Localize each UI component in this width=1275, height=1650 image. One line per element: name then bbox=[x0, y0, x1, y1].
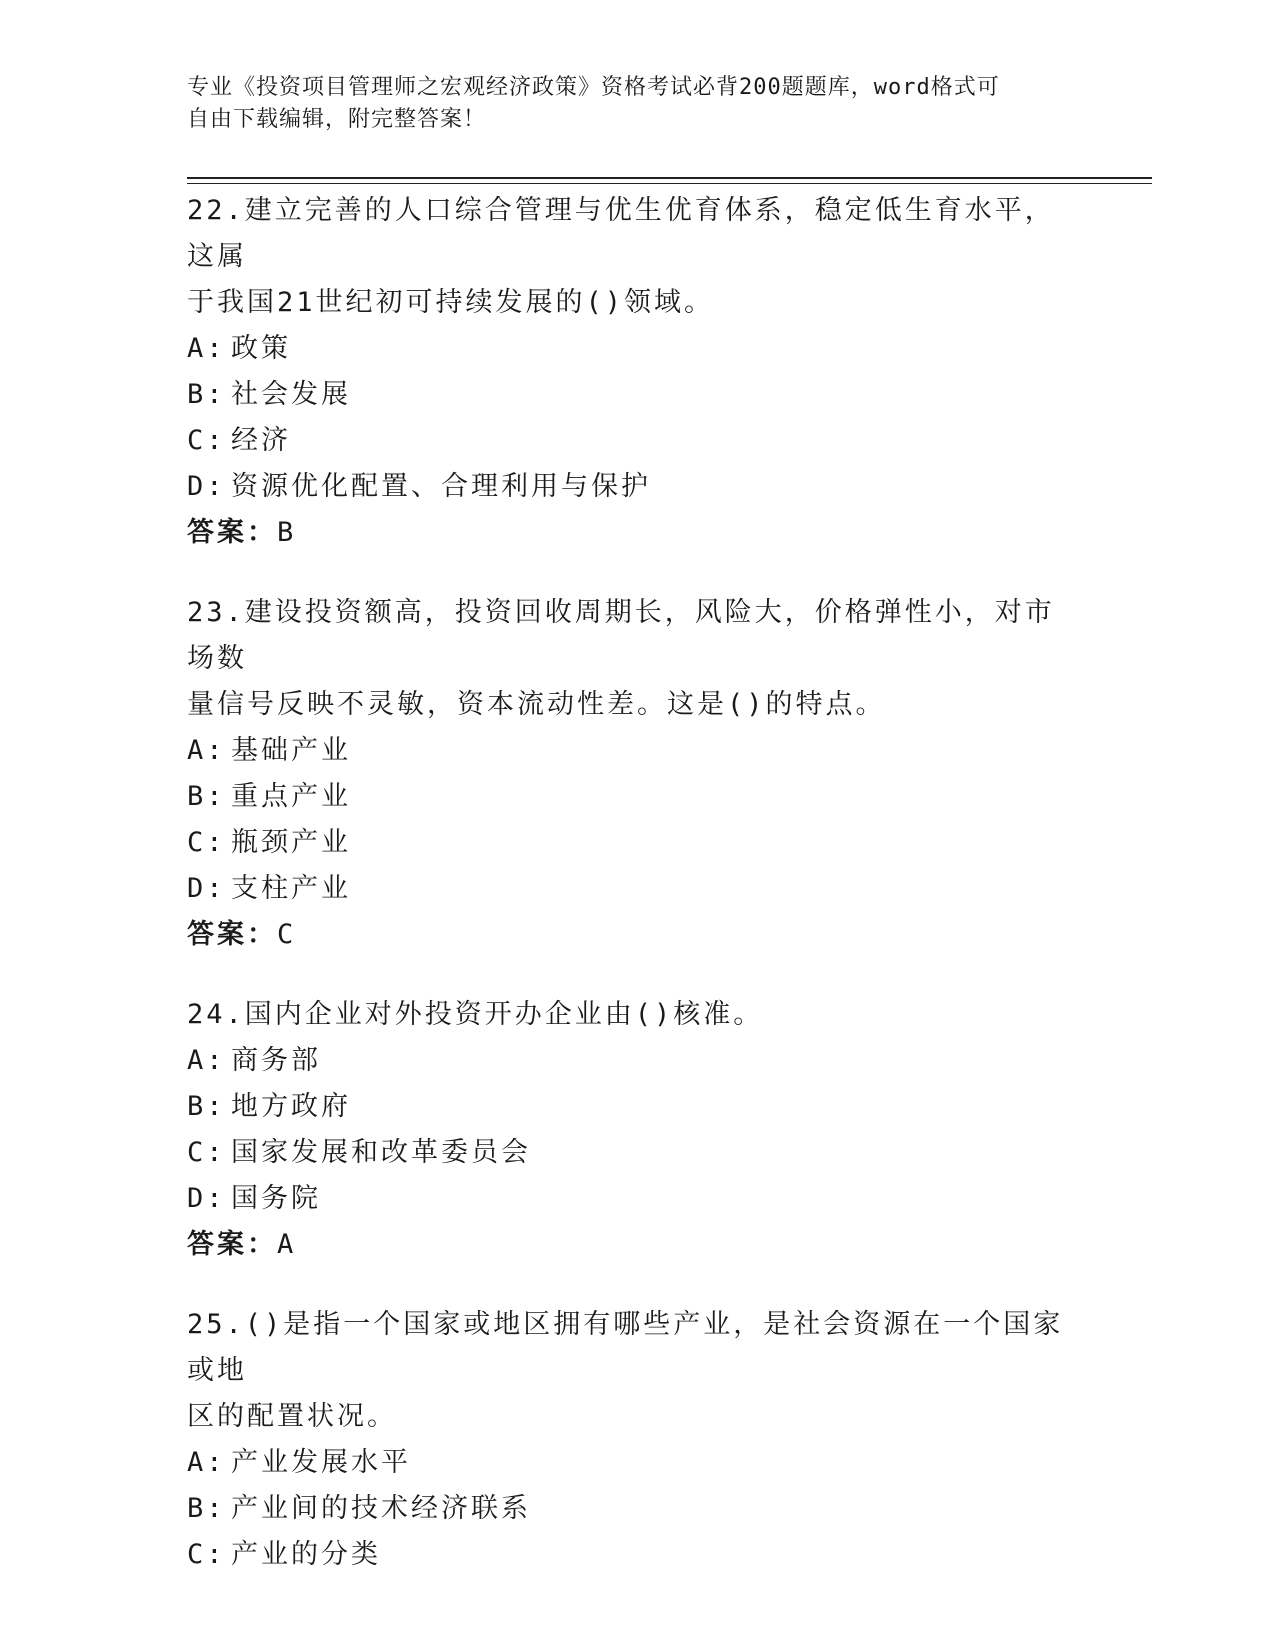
question-23 bbox=[187, 590, 1087, 958]
option-a bbox=[187, 728, 1087, 774]
question-text-line: 25.()是指一个国家或地区拥有哪些产业，是社会资源在一个国家或地 bbox=[187, 1309, 1064, 1386]
option-c bbox=[187, 820, 1087, 866]
option-key: D: bbox=[187, 873, 226, 904]
option-d bbox=[187, 1176, 1087, 1222]
option-text: 基础产业 bbox=[231, 735, 351, 766]
option-key: C: bbox=[187, 1539, 226, 1570]
question-25 bbox=[187, 1302, 1087, 1578]
question-text bbox=[187, 188, 1077, 326]
answer-value: B bbox=[277, 517, 295, 548]
option-text: 经济 bbox=[231, 425, 291, 456]
option-key: B: bbox=[187, 1091, 226, 1122]
option-text: 商务部 bbox=[231, 1045, 321, 1076]
option-text: 资源优化配置、合理利用与保护 bbox=[231, 471, 651, 502]
option-c bbox=[187, 1532, 1087, 1578]
option-b bbox=[187, 372, 1087, 418]
option-text: 重点产业 bbox=[231, 781, 351, 812]
header-divider-thin bbox=[187, 183, 1152, 184]
option-key: B: bbox=[187, 781, 226, 812]
option-text: 国家发展和改革委员会 bbox=[231, 1137, 531, 1168]
question-22 bbox=[187, 188, 1087, 556]
header-line-2: 自由下载编辑，附完整答案！ bbox=[187, 107, 487, 132]
answer-label: 答案： bbox=[187, 1229, 277, 1260]
option-text: 社会发展 bbox=[231, 379, 351, 410]
option-key: B: bbox=[187, 1493, 226, 1524]
header-line-1: 专业《投资项目管理师之宏观经济政策》资格考试必背200题题库，word格式可 bbox=[187, 75, 1000, 100]
document-header bbox=[187, 72, 1067, 136]
question-text-line: 量信号反映不灵敏，资本流动性差。这是()的特点。 bbox=[187, 689, 886, 720]
question-text-line: 于我国21世纪初可持续发展的()领域。 bbox=[187, 287, 715, 318]
option-key: C: bbox=[187, 827, 226, 858]
question-text-line: 24.国内企业对外投资开办企业由()核准。 bbox=[187, 999, 764, 1030]
question-list bbox=[187, 188, 1087, 1612]
question-text-line: 区的配置状况。 bbox=[187, 1401, 397, 1432]
option-text: 产业发展水平 bbox=[231, 1447, 411, 1478]
question-text bbox=[187, 1302, 1077, 1440]
option-b bbox=[187, 1486, 1087, 1532]
answer-line bbox=[187, 912, 1087, 958]
answer-value: C bbox=[277, 919, 295, 950]
option-text: 产业的分类 bbox=[231, 1539, 381, 1570]
option-key: A: bbox=[187, 1447, 226, 1478]
option-key: C: bbox=[187, 1137, 226, 1168]
question-text bbox=[187, 992, 1077, 1038]
answer-value: A bbox=[277, 1229, 295, 1260]
option-text: 政策 bbox=[231, 333, 291, 364]
question-text-line: 22.建立完善的人口综合管理与优生优育体系，稳定低生育水平，这属 bbox=[187, 195, 1055, 272]
option-text: 地方政府 bbox=[231, 1091, 351, 1122]
option-key: A: bbox=[187, 333, 226, 364]
option-b bbox=[187, 774, 1087, 820]
option-c bbox=[187, 418, 1087, 464]
option-a bbox=[187, 326, 1087, 372]
option-key: D: bbox=[187, 1183, 226, 1214]
header-divider-thick bbox=[187, 177, 1152, 179]
option-c bbox=[187, 1130, 1087, 1176]
answer-line bbox=[187, 510, 1087, 556]
option-key: D: bbox=[187, 471, 226, 502]
option-key: A: bbox=[187, 735, 226, 766]
option-text: 国务院 bbox=[231, 1183, 321, 1214]
answer-label: 答案： bbox=[187, 517, 277, 548]
option-d bbox=[187, 866, 1087, 912]
option-text: 产业间的技术经济联系 bbox=[231, 1493, 531, 1524]
question-text bbox=[187, 590, 1077, 728]
option-key: C: bbox=[187, 425, 226, 456]
answer-label: 答案： bbox=[187, 919, 277, 950]
question-text-line: 23.建设投资额高，投资回收周期长，风险大，价格弹性小，对市场数 bbox=[187, 597, 1055, 674]
option-d bbox=[187, 464, 1087, 510]
answer-line bbox=[187, 1222, 1087, 1268]
option-a bbox=[187, 1038, 1087, 1084]
question-24 bbox=[187, 992, 1087, 1268]
option-text: 支柱产业 bbox=[231, 873, 351, 904]
option-b bbox=[187, 1084, 1087, 1130]
option-key: B: bbox=[187, 379, 226, 410]
option-key: A: bbox=[187, 1045, 226, 1076]
option-a bbox=[187, 1440, 1087, 1486]
option-text: 瓶颈产业 bbox=[231, 827, 351, 858]
